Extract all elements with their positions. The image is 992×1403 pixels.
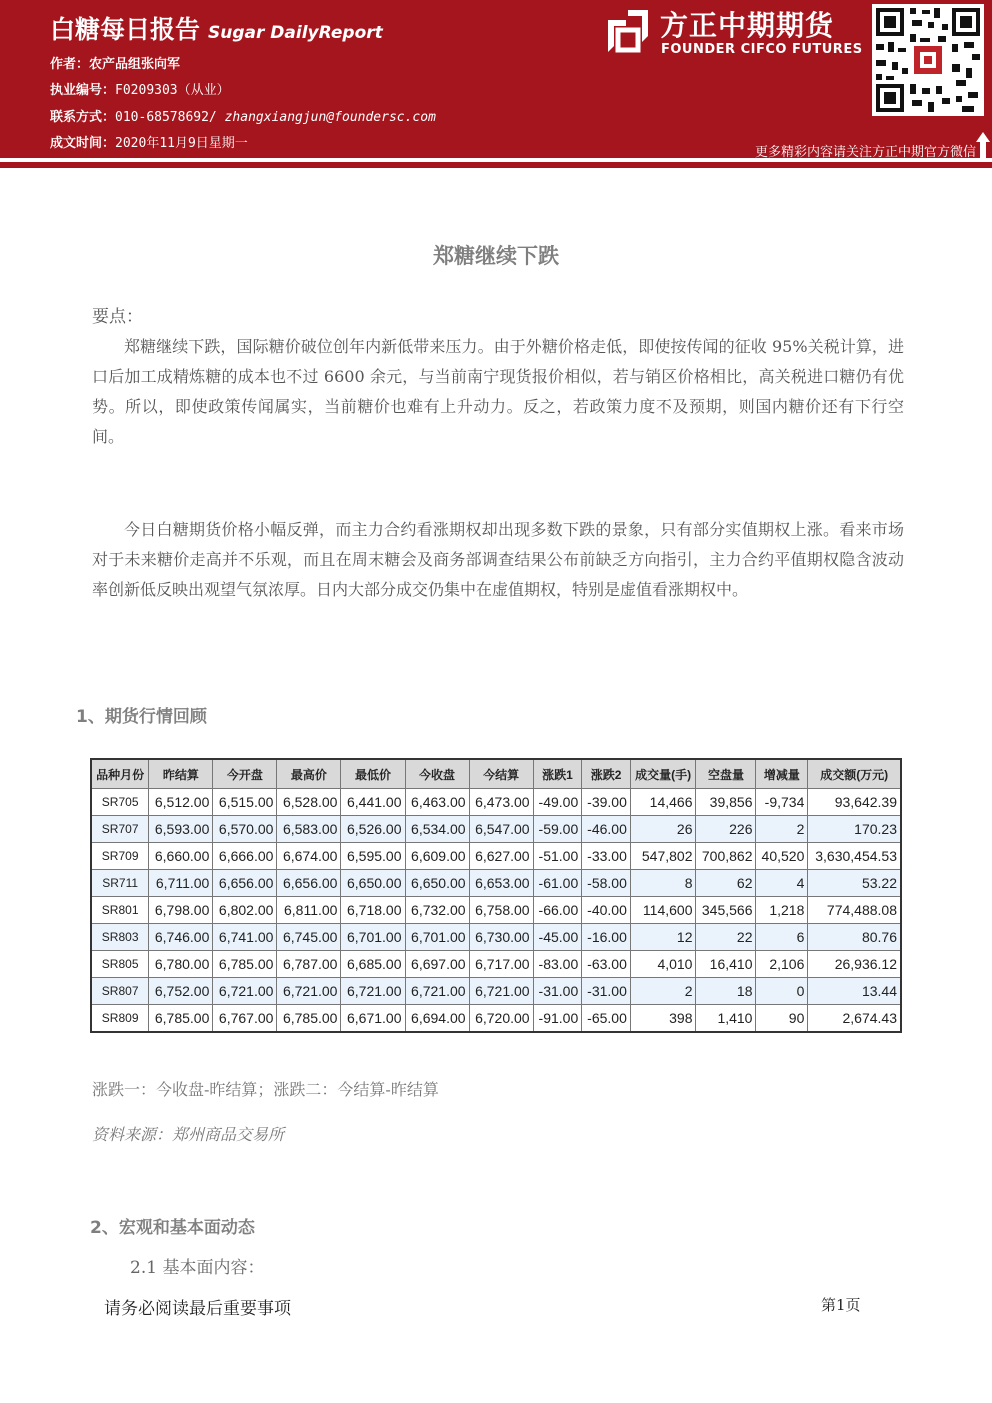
table-cell: -45.00: [533, 924, 582, 951]
qr-note: 更多精彩内容请关注方正中期官方微信: [754, 145, 976, 160]
contract-code-cell: SR707: [91, 816, 149, 843]
contract-code-cell: SR801: [91, 897, 149, 924]
table-cell: 6,526.00: [341, 816, 405, 843]
table-cell: 398: [630, 1005, 696, 1033]
table-row: [91, 924, 901, 951]
header-divider: [0, 162, 992, 168]
table-cell: 226: [696, 816, 756, 843]
table-cell: 3,630,454.53: [808, 843, 901, 870]
table-cell: 1,218: [756, 897, 808, 924]
table-cell: 6,721.00: [405, 978, 469, 1005]
contract-code-cell: SR711: [91, 870, 149, 897]
col-header: 最低价: [341, 759, 405, 789]
table-cell: 6,721.00: [277, 978, 341, 1005]
table-cell: 6,583.00: [277, 816, 341, 843]
table-cell: -49.00: [533, 789, 582, 816]
up-arrow-icon: [976, 132, 990, 160]
author-label: 作者：: [50, 57, 90, 72]
table-cell: 6,515.00: [213, 789, 277, 816]
table-body: [91, 789, 901, 1033]
table-cell: 2: [756, 816, 808, 843]
table-cell: 6,721.00: [213, 978, 277, 1005]
table-cell: 26: [630, 816, 696, 843]
table-cell: 26,936.12: [808, 951, 901, 978]
table-cell: 8: [630, 870, 696, 897]
table-cell: -31.00: [582, 978, 631, 1005]
table-cell: 2,674.43: [808, 1005, 901, 1033]
table-cell: 6,811.00: [277, 897, 341, 924]
contract-code-cell: SR807: [91, 978, 149, 1005]
section-1-heading: 1、期货行情回顾: [76, 707, 207, 727]
futures-table: [90, 758, 902, 1033]
date-line: [50, 132, 248, 151]
col-header: 成交量(手): [630, 759, 696, 789]
date-value: 2020年11月9日星期一: [115, 136, 248, 151]
keypoints-label: 要点：: [92, 307, 143, 327]
table-cell: 6,685.00: [341, 951, 405, 978]
table-cell: 2: [630, 978, 696, 1005]
table-cell: 6,711.00: [149, 870, 213, 897]
table-cell: 2,106: [756, 951, 808, 978]
table-cell: 6: [756, 924, 808, 951]
table-cell: 6,732.00: [405, 897, 469, 924]
table-cell: 345,566: [696, 897, 756, 924]
table-cell: 6,720.00: [469, 1005, 533, 1033]
table-cell: 6,721.00: [469, 978, 533, 1005]
table-cell: 700,862: [696, 843, 756, 870]
table-cell: -91.00: [533, 1005, 582, 1033]
table-cell: 16,410: [696, 951, 756, 978]
data-source-note: 资料来源：郑州商品交易所: [92, 1125, 285, 1144]
table-cell: 40,520: [756, 843, 808, 870]
table-cell: -31.00: [533, 978, 582, 1005]
paragraph-1: 郑糖继续下跌，国际糖价破位创年内新低带来压力。由于外糖价格走低，即使按传闻的征收 95%关税计算，进口后加工成精炼糖的成本也不过 6600 余元，与当前南宁现货报价相似，若与销区价格相比，高关税进口糖仍有优势。所以，即使政策传闻属实，当前糖价也难有上升动力。反之，若政策力度不及预期，则国内糖价还有下行空间。: [92, 337, 904, 446]
table-cell: 6,595.00: [341, 843, 405, 870]
table-row: [91, 870, 901, 897]
table-cell: 6,656.00: [213, 870, 277, 897]
table-cell: 18: [696, 978, 756, 1005]
table-cell: 6,674.00: [277, 843, 341, 870]
subsection-2-1-heading: 2.1 基本面内容：: [130, 1258, 265, 1278]
table-cell: 6,758.00: [469, 897, 533, 924]
company-logo: [604, 4, 864, 62]
table-cell: 6,718.00: [341, 897, 405, 924]
table-cell: -39.00: [582, 789, 631, 816]
contact-phone: 010-68578692/: [115, 110, 217, 125]
table-cell: 6,441.00: [341, 789, 405, 816]
table-cell: 774,488.08: [808, 897, 901, 924]
col-header: 成交额(万元): [808, 759, 901, 789]
table-cell: 6,627.00: [469, 843, 533, 870]
table-cell: 6,512.00: [149, 789, 213, 816]
table-cell: 6,802.00: [213, 897, 277, 924]
table-cell: 6,528.00: [277, 789, 341, 816]
table-cell: 6,656.00: [277, 870, 341, 897]
table-cell: 22: [696, 924, 756, 951]
col-header: 品种月份: [91, 759, 149, 789]
report-header: [0, 0, 992, 158]
table-cell: 6,780.00: [149, 951, 213, 978]
license-value: F0209303（从业）: [115, 83, 230, 98]
logo-text-en: FOUNDER CIFCO FUTURES: [661, 42, 863, 57]
contact-label: 联系方式：: [50, 110, 116, 125]
table-cell: 6,660.00: [149, 843, 213, 870]
table-cell: 6,653.00: [469, 870, 533, 897]
table-cell: 6,730.00: [469, 924, 533, 951]
col-header: 今收盘: [405, 759, 469, 789]
table-cell: 6,547.00: [469, 816, 533, 843]
table-cell: 6,463.00: [405, 789, 469, 816]
table-row: [91, 816, 901, 843]
table-cell: 39,856: [696, 789, 756, 816]
table-cell: 4: [756, 870, 808, 897]
report-title-cn: 白糖每日报告: [50, 15, 201, 44]
table-cell: 6,666.00: [213, 843, 277, 870]
table-row: [91, 1005, 901, 1033]
table-row: [91, 978, 901, 1005]
table-cell: 14,466: [630, 789, 696, 816]
table-cell: 6,650.00: [405, 870, 469, 897]
logo-text-cn: 方正中期期货: [660, 9, 835, 42]
table-cell: 6,785.00: [277, 1005, 341, 1033]
contact-line: [50, 106, 436, 125]
table-cell: -51.00: [533, 843, 582, 870]
table-cell: 12: [630, 924, 696, 951]
table-cell: 6,721.00: [341, 978, 405, 1005]
table-cell: 6,671.00: [341, 1005, 405, 1033]
table-cell: 13.44: [808, 978, 901, 1005]
table-cell: -59.00: [533, 816, 582, 843]
report-title: [50, 10, 383, 46]
table-cell: 6,767.00: [213, 1005, 277, 1033]
table-cell: -66.00: [533, 897, 582, 924]
table-row: [91, 951, 901, 978]
license-label: 执业编号：: [50, 83, 116, 98]
col-header: 空盘量: [696, 759, 756, 789]
table-cell: 53.22: [808, 870, 901, 897]
table-cell: 6,701.00: [341, 924, 405, 951]
table-cell: 6,741.00: [213, 924, 277, 951]
date-label: 成文时间：: [50, 136, 116, 151]
table-cell: 114,600: [630, 897, 696, 924]
footer-disclaimer: 请务必阅读最后重要事项: [104, 1299, 291, 1319]
table-cell: 0: [756, 978, 808, 1005]
change-definition-note: 涨跌一：今收盘-昨结算；涨跌二：今结算-昨结算: [92, 1080, 439, 1099]
col-header: 涨跌1: [533, 759, 582, 789]
table-cell: -16.00: [582, 924, 631, 951]
table-cell: 6,746.00: [149, 924, 213, 951]
table-cell: 1,410: [696, 1005, 756, 1033]
table-cell: 6,697.00: [405, 951, 469, 978]
table-cell: -58.00: [582, 870, 631, 897]
table-cell: 6,593.00: [149, 816, 213, 843]
report-title-en: Sugar DailyReport: [208, 23, 383, 43]
table-cell: 6,717.00: [469, 951, 533, 978]
table-cell: 90: [756, 1005, 808, 1033]
paragraph-2: 今日白糖期货价格小幅反弹，而主力合约看涨期权却出现多数下跌的景象，只有部分实值期权上涨。看来市场对于未来糖价走高并不乐观，而且在周末糖会及商务部调查结果公布前缺乏方向指引，主力合约平值期权隐含波动率创新低反映出观望气氛浓厚。日内大部分成交仍集中在虚值期权，特别是虚值看涨期权中。: [92, 520, 904, 599]
contract-code-cell: SR709: [91, 843, 149, 870]
table-cell: 6,701.00: [405, 924, 469, 951]
table-row: [91, 897, 901, 924]
table-cell: 4,010: [630, 951, 696, 978]
table-cell: 6,534.00: [405, 816, 469, 843]
table-cell: 6,752.00: [149, 978, 213, 1005]
table-row: [91, 789, 901, 816]
col-header: 今开盘: [213, 759, 277, 789]
table-cell: -46.00: [582, 816, 631, 843]
contract-code-cell: SR705: [91, 789, 149, 816]
table-cell: 6,650.00: [341, 870, 405, 897]
author-line: [50, 53, 180, 72]
table-cell: 6,798.00: [149, 897, 213, 924]
table-header-row: [91, 759, 901, 789]
page-number: 第1页: [821, 1296, 861, 1314]
table-cell: 6,609.00: [405, 843, 469, 870]
col-header: 最高价: [277, 759, 341, 789]
contract-code-cell: SR809: [91, 1005, 149, 1033]
contact-email: zhangxiangjun@foundersc.com: [224, 110, 436, 125]
logo-mark-icon: [604, 6, 650, 56]
col-header: 涨跌2: [582, 759, 631, 789]
table-cell: -61.00: [533, 870, 582, 897]
section-2-heading: 2、宏观和基本面动态: [90, 1218, 255, 1238]
table-cell: 6,787.00: [277, 951, 341, 978]
table-cell: 6,694.00: [405, 1005, 469, 1033]
author-value: 农产品组张向军: [89, 57, 181, 72]
table-cell: -63.00: [582, 951, 631, 978]
contract-code-cell: SR803: [91, 924, 149, 951]
col-header: 昨结算: [149, 759, 213, 789]
license-line: [50, 79, 230, 98]
col-header: 增减量: [756, 759, 808, 789]
table-cell: 6,473.00: [469, 789, 533, 816]
table-cell: 6,570.00: [213, 816, 277, 843]
table-cell: 80.76: [808, 924, 901, 951]
table-cell: 6,785.00: [213, 951, 277, 978]
table-cell: 170.23: [808, 816, 901, 843]
table-cell: -65.00: [582, 1005, 631, 1033]
table-cell: -9,734: [756, 789, 808, 816]
table-cell: 93,642.39: [808, 789, 901, 816]
table-cell: 62: [696, 870, 756, 897]
table-cell: -40.00: [582, 897, 631, 924]
table-cell: -83.00: [533, 951, 582, 978]
contract-code-cell: SR805: [91, 951, 149, 978]
table-cell: 6,785.00: [149, 1005, 213, 1033]
qr-code-icon: [872, 4, 984, 116]
table-cell: 547,802: [630, 843, 696, 870]
article-title: 郑糖继续下跌: [433, 244, 559, 268]
table-cell: -33.00: [582, 843, 631, 870]
table-row: [91, 843, 901, 870]
col-header: 今结算: [469, 759, 533, 789]
table-cell: 6,745.00: [277, 924, 341, 951]
